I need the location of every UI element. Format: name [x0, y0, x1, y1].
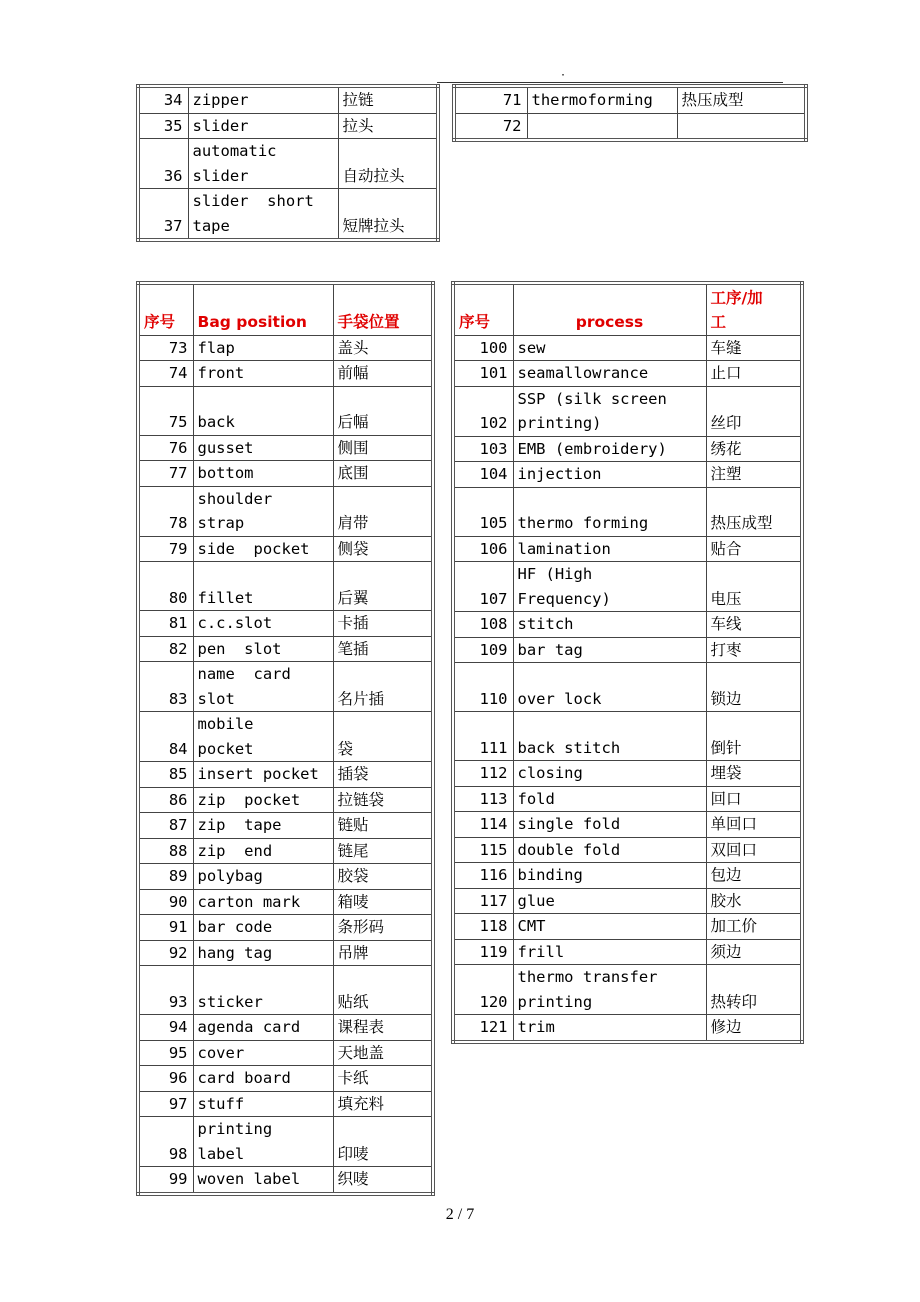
term-number: 37: [138, 189, 188, 241]
term-english: fold: [513, 786, 706, 812]
term-chinese: 拉头: [338, 113, 438, 139]
term-chinese: 侧袋: [333, 536, 433, 562]
term-chinese: 贴合: [706, 536, 802, 562]
term-english: mobile pocket: [193, 712, 333, 762]
table-row: [453, 462, 802, 488]
term-english: bar tag: [513, 637, 706, 663]
term-number: 109: [453, 637, 513, 663]
header-number: 序号: [453, 283, 513, 335]
term-number: 100: [453, 335, 513, 361]
term-chinese: 袋: [333, 712, 433, 762]
table-row: [138, 1091, 433, 1117]
table-row: [138, 1066, 433, 1092]
table-row: [138, 889, 433, 915]
table-row: [453, 939, 802, 965]
term-chinese: 锁边: [706, 663, 802, 712]
term-number: 83: [138, 662, 193, 712]
table-row: [454, 113, 806, 140]
term-chinese: 须边: [706, 939, 802, 965]
term-number: 35: [138, 113, 188, 139]
term-chinese: 印唛: [333, 1117, 433, 1167]
term-english: gusset: [193, 435, 333, 461]
term-english: thermo forming: [513, 487, 706, 536]
term-chinese: 止口: [706, 361, 802, 387]
term-english: SSP (silk screen printing): [513, 386, 706, 436]
term-chinese: 短牌拉头: [338, 189, 438, 241]
term-english: front: [193, 361, 333, 387]
term-english: sticker: [193, 966, 333, 1015]
term-english: slider short tape: [188, 189, 338, 241]
term-number: 91: [138, 915, 193, 941]
term-number: 36: [138, 139, 188, 189]
term-english: CMT: [513, 914, 706, 940]
term-english: polybag: [193, 864, 333, 890]
term-number: 88: [138, 838, 193, 864]
term-chinese: 单回口: [706, 812, 802, 838]
glossary-table-bag-position: [136, 281, 435, 1196]
term-number: 96: [138, 1066, 193, 1092]
term-number: 72: [454, 113, 527, 140]
term-number: 82: [138, 636, 193, 662]
term-chinese: 打枣: [706, 637, 802, 663]
term-number: 117: [453, 888, 513, 914]
term-english: [527, 113, 677, 140]
term-number: 80: [138, 562, 193, 611]
table-row: [138, 86, 438, 113]
term-chinese: 链贴: [333, 813, 433, 839]
term-chinese: 织唛: [333, 1167, 433, 1194]
term-number: 77: [138, 461, 193, 487]
table-row: [138, 940, 433, 966]
table-row: [138, 966, 433, 1015]
term-number: 90: [138, 889, 193, 915]
term-chinese: 绣花: [706, 436, 802, 462]
term-chinese: 贴纸: [333, 966, 433, 1015]
glossary-table-process: [451, 281, 804, 1044]
term-english: shoulder strap: [193, 486, 333, 536]
term-chinese: 插袋: [333, 762, 433, 788]
term-number: 103: [453, 436, 513, 462]
term-number: 34: [138, 86, 188, 113]
term-english: HF (High Frequency): [513, 562, 706, 612]
term-number: 97: [138, 1091, 193, 1117]
term-chinese: 后翼: [333, 562, 433, 611]
term-english: woven label: [193, 1167, 333, 1194]
term-chinese: 名片插: [333, 662, 433, 712]
table-row: [453, 536, 802, 562]
term-chinese: 条形码: [333, 915, 433, 941]
term-chinese: 笔插: [333, 636, 433, 662]
table-row: [453, 637, 802, 663]
table-row: [454, 86, 806, 113]
term-english: fillet: [193, 562, 333, 611]
term-english: thermoforming: [527, 86, 677, 113]
term-english: trim: [513, 1015, 706, 1042]
table-row: [453, 612, 802, 638]
term-number: 105: [453, 487, 513, 536]
term-chinese: 丝印: [706, 386, 802, 436]
term-chinese: 天地盖: [333, 1040, 433, 1066]
term-english: back stitch: [513, 712, 706, 761]
term-number: 111: [453, 712, 513, 761]
term-number: 86: [138, 787, 193, 813]
term-number: 84: [138, 712, 193, 762]
term-number: 102: [453, 386, 513, 436]
term-chinese: 包边: [706, 863, 802, 889]
table-row: [138, 139, 438, 189]
table-row: [453, 863, 802, 889]
term-chinese: 胶水: [706, 888, 802, 914]
term-number: 120: [453, 965, 513, 1015]
term-english: hang tag: [193, 940, 333, 966]
term-chinese: 倒针: [706, 712, 802, 761]
term-number: 110: [453, 663, 513, 712]
term-chinese: 拉链: [338, 86, 438, 113]
table-row: [138, 1117, 433, 1167]
term-number: 79: [138, 536, 193, 562]
term-english: bar code: [193, 915, 333, 941]
term-chinese: 链尾: [333, 838, 433, 864]
table-row: [138, 361, 433, 387]
term-number: 78: [138, 486, 193, 536]
header-rule: [437, 82, 783, 83]
term-english: card board: [193, 1066, 333, 1092]
term-number: 75: [138, 386, 193, 435]
term-chinese: 埋袋: [706, 761, 802, 787]
term-english: bottom: [193, 461, 333, 487]
header-number: 序号: [138, 283, 193, 335]
table-row: [453, 712, 802, 761]
term-english: double fold: [513, 837, 706, 863]
term-number: 87: [138, 813, 193, 839]
table-row: [138, 762, 433, 788]
term-chinese: 后幅: [333, 386, 433, 435]
table-row: [138, 335, 433, 361]
term-english: stuff: [193, 1091, 333, 1117]
term-chinese: 车线: [706, 612, 802, 638]
term-chinese: 吊牌: [333, 940, 433, 966]
term-number: 108: [453, 612, 513, 638]
term-number: 92: [138, 940, 193, 966]
table-row: [138, 461, 433, 487]
term-number: 99: [138, 1167, 193, 1194]
term-english: glue: [513, 888, 706, 914]
table-row: [138, 787, 433, 813]
term-chinese: 双回口: [706, 837, 802, 863]
table-row: [138, 536, 433, 562]
term-chinese: 盖头: [333, 335, 433, 361]
table-header-row: [138, 283, 433, 335]
term-chinese: 填充料: [333, 1091, 433, 1117]
term-number: 114: [453, 812, 513, 838]
table-row: [138, 636, 433, 662]
term-number: 113: [453, 786, 513, 812]
term-english: side pocket: [193, 536, 333, 562]
term-number: 115: [453, 837, 513, 863]
glossary-table-zipper: [136, 84, 440, 242]
table-row: [138, 662, 433, 712]
table-row: [138, 189, 438, 241]
table-row: [453, 786, 802, 812]
term-number: 104: [453, 462, 513, 488]
term-number: 73: [138, 335, 193, 361]
term-number: 101: [453, 361, 513, 387]
term-number: 81: [138, 611, 193, 637]
term-english: cover: [193, 1040, 333, 1066]
term-number: 112: [453, 761, 513, 787]
glossary-table-thermo: [452, 84, 808, 142]
table-row: [453, 1015, 802, 1042]
term-chinese: 肩带: [333, 486, 433, 536]
table-row: [453, 361, 802, 387]
term-english: name card slot: [193, 662, 333, 712]
term-chinese: 热压成型: [677, 86, 806, 113]
term-chinese: 胶袋: [333, 864, 433, 890]
term-chinese: 卡纸: [333, 1066, 433, 1092]
term-english: flap: [193, 335, 333, 361]
table-row: [453, 562, 802, 612]
term-chinese: 热压成型: [706, 487, 802, 536]
header-english: Bag position: [193, 283, 333, 335]
header-chinese: 工序/加 工: [706, 283, 802, 335]
term-english: seamallowrance: [513, 361, 706, 387]
table-row: [138, 1167, 433, 1194]
term-chinese: [677, 113, 806, 140]
term-chinese: 注塑: [706, 462, 802, 488]
table-row: [453, 487, 802, 536]
term-number: 94: [138, 1015, 193, 1041]
term-number: 98: [138, 1117, 193, 1167]
term-number: 71: [454, 86, 527, 113]
table-header-row: [453, 283, 802, 335]
term-english: sew: [513, 335, 706, 361]
term-number: 74: [138, 361, 193, 387]
term-chinese: 课程表: [333, 1015, 433, 1041]
term-chinese: 拉链袋: [333, 787, 433, 813]
table-row: [138, 386, 433, 435]
term-chinese: 车缝: [706, 335, 802, 361]
term-english: single fold: [513, 812, 706, 838]
term-number: 106: [453, 536, 513, 562]
term-number: 121: [453, 1015, 513, 1042]
table-row: [138, 838, 433, 864]
term-number: 116: [453, 863, 513, 889]
header-english: process: [513, 283, 706, 335]
term-english: zip tape: [193, 813, 333, 839]
term-english: zip pocket: [193, 787, 333, 813]
term-english: automatic slider: [188, 139, 338, 189]
term-english: c.c.slot: [193, 611, 333, 637]
table-row: [453, 812, 802, 838]
table-row: [453, 837, 802, 863]
term-number: 119: [453, 939, 513, 965]
term-chinese: 回口: [706, 786, 802, 812]
table-row: [138, 435, 433, 461]
table-row: [138, 813, 433, 839]
term-english: binding: [513, 863, 706, 889]
term-chinese: 热转印: [706, 965, 802, 1015]
term-english: lamination: [513, 536, 706, 562]
term-number: 118: [453, 914, 513, 940]
table-row: [138, 864, 433, 890]
term-chinese: 自动拉头: [338, 139, 438, 189]
term-english: over lock: [513, 663, 706, 712]
page-number: 2 / 7: [445, 1206, 475, 1223]
table-row: [138, 113, 438, 139]
term-chinese: 卡插: [333, 611, 433, 637]
term-chinese: 电压: [706, 562, 802, 612]
term-english: frill: [513, 939, 706, 965]
term-english: zipper: [188, 86, 338, 113]
table-row: [453, 386, 802, 436]
table-row: [138, 611, 433, 637]
term-number: 76: [138, 435, 193, 461]
term-chinese: 加工价: [706, 914, 802, 940]
term-number: 85: [138, 762, 193, 788]
term-english: insert pocket: [193, 762, 333, 788]
term-english: printing label: [193, 1117, 333, 1167]
term-number: 89: [138, 864, 193, 890]
term-english: EMB (embroidery): [513, 436, 706, 462]
term-chinese: 前幅: [333, 361, 433, 387]
header-dot: ·: [560, 70, 567, 81]
table-row: [453, 914, 802, 940]
table-row: [138, 486, 433, 536]
table-row: [453, 965, 802, 1015]
table-row: [138, 562, 433, 611]
term-chinese: 箱唛: [333, 889, 433, 915]
term-english: back: [193, 386, 333, 435]
term-english: slider: [188, 113, 338, 139]
table-row: [453, 335, 802, 361]
table-row: [453, 663, 802, 712]
table-row: [138, 712, 433, 762]
term-english: injection: [513, 462, 706, 488]
term-english: carton mark: [193, 889, 333, 915]
term-chinese: 侧围: [333, 435, 433, 461]
table-row: [138, 1040, 433, 1066]
term-english: zip end: [193, 838, 333, 864]
term-english: closing: [513, 761, 706, 787]
term-english: thermo transfer printing: [513, 965, 706, 1015]
table-row: [453, 436, 802, 462]
term-english: pen slot: [193, 636, 333, 662]
term-english: agenda card: [193, 1015, 333, 1041]
table-row: [138, 1015, 433, 1041]
table-row: [453, 761, 802, 787]
term-english: stitch: [513, 612, 706, 638]
term-number: 107: [453, 562, 513, 612]
table-row: [453, 888, 802, 914]
term-chinese: 底围: [333, 461, 433, 487]
header-chinese: 手袋位置: [333, 283, 433, 335]
term-number: 95: [138, 1040, 193, 1066]
table-row: [138, 915, 433, 941]
term-number: 93: [138, 966, 193, 1015]
term-chinese: 修边: [706, 1015, 802, 1042]
